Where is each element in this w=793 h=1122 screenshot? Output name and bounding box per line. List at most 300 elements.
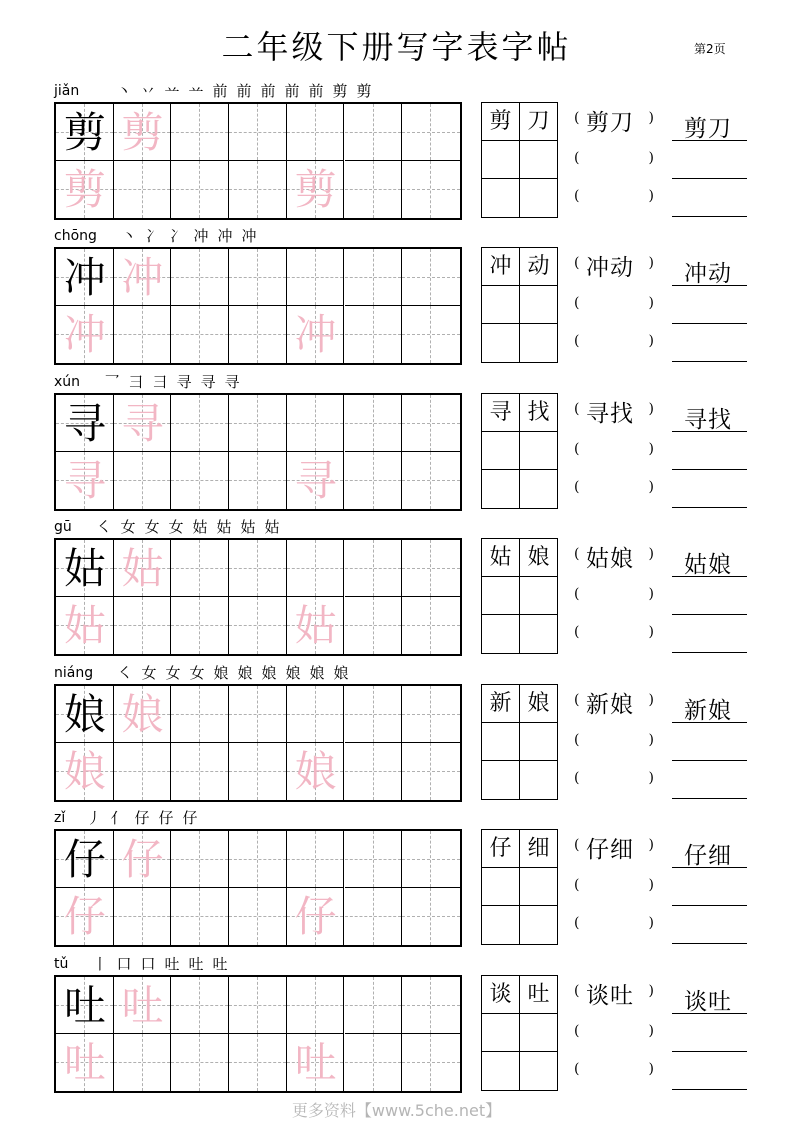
grid-cell[interactable] [287, 831, 345, 888]
grid-cell[interactable] [402, 977, 460, 1034]
grid-cell[interactable] [229, 888, 287, 945]
grid-cell[interactable] [402, 831, 460, 888]
word-grid-cell[interactable] [520, 1052, 557, 1090]
guide-line [373, 686, 374, 742]
grid-cell[interactable] [114, 306, 172, 363]
grid-cell[interactable] [287, 395, 345, 452]
right-bracket: ) [648, 110, 654, 126]
grid-cell[interactable] [56, 249, 114, 306]
word-grid-cell[interactable] [520, 1014, 557, 1052]
word-character[interactable]: 仔 [482, 830, 520, 868]
grid-cell[interactable] [402, 395, 460, 452]
word-character[interactable]: 动 [520, 248, 557, 286]
grid-cell[interactable] [229, 597, 287, 654]
fill-in-brackets[interactable] [574, 401, 654, 431]
guide-line [315, 249, 316, 305]
trace-character: 剪 [121, 108, 164, 157]
word-grid [481, 684, 558, 800]
grid-cell[interactable] [114, 1034, 172, 1091]
answer-line[interactable] [672, 1089, 747, 1090]
word-character[interactable]: 谈 [482, 976, 520, 1014]
left-bracket: ( [574, 837, 580, 853]
trace-character: 仔 [294, 892, 337, 941]
grid-cell[interactable] [56, 686, 114, 743]
word-grid-cell[interactable] [520, 432, 557, 470]
word-grid-cell[interactable] [482, 432, 520, 470]
grid-cell[interactable] [345, 161, 403, 218]
guide-line [373, 104, 374, 160]
guide-line [430, 395, 431, 451]
model-character: 吐 [63, 981, 106, 1030]
character-block [0, 664, 793, 810]
pinyin-label: zǐ [54, 810, 66, 826]
grid-cell[interactable] [229, 395, 287, 452]
stroke-step: 吐 [188, 955, 204, 973]
grid-cell[interactable] [287, 1034, 345, 1091]
guide-line [142, 161, 143, 218]
stroke-step: 丷 [140, 82, 156, 100]
character-block [0, 227, 793, 373]
stroke-step: 女 [168, 518, 184, 536]
guide-line [142, 306, 143, 363]
trace-character: 娘 [63, 747, 106, 796]
grid-cell[interactable] [402, 1034, 460, 1091]
left-bracket: ( [574, 188, 580, 204]
writing-grid [54, 684, 462, 802]
word-grid-cell[interactable] [482, 868, 520, 906]
stroke-step: 亻 [110, 809, 126, 827]
fill-in-brackets[interactable] [574, 837, 654, 867]
grid-cell[interactable] [114, 452, 172, 509]
fill-in-brackets[interactable] [574, 150, 654, 180]
answer-line[interactable] [672, 178, 747, 179]
answer-line[interactable] [672, 507, 747, 508]
stroke-step: 仔 [158, 809, 174, 827]
guide-line [430, 888, 431, 945]
trace-character: 寻 [294, 456, 337, 505]
grid-cell[interactable] [114, 104, 172, 161]
answer-line[interactable] [672, 431, 747, 432]
character-block [0, 955, 793, 1101]
grid-cell[interactable] [345, 686, 403, 743]
page-number: 第2页 [694, 42, 726, 56]
right-bracket: ) [648, 877, 654, 893]
grid-cell[interactable] [345, 395, 403, 452]
guide-line [430, 104, 431, 160]
answer-line[interactable] [672, 140, 747, 141]
answer-word: 仔细 [684, 843, 732, 869]
answer-line[interactable] [672, 867, 747, 868]
stroke-step: 女 [141, 664, 157, 682]
guide-line [257, 743, 258, 800]
answer-line[interactable] [672, 1013, 747, 1014]
grid-cell[interactable] [171, 249, 229, 306]
fill-in-brackets[interactable] [574, 1061, 654, 1091]
word-grid-cell[interactable] [482, 179, 520, 217]
word-grid [481, 247, 558, 363]
grid-cell[interactable] [402, 743, 460, 800]
trace-character: 仔 [121, 835, 164, 884]
guide-line [199, 540, 200, 596]
fill-in-brackets[interactable] [574, 1023, 654, 1053]
grid-cell[interactable] [56, 597, 114, 654]
stroke-step: 剪 [332, 82, 348, 100]
word-character[interactable]: 剪 [482, 103, 520, 141]
fill-in-brackets[interactable] [574, 479, 654, 509]
bracket-word: 剪刀 [586, 110, 634, 136]
fill-in-brackets[interactable] [574, 333, 654, 363]
grid-cell[interactable] [345, 540, 403, 597]
answer-line[interactable] [672, 285, 747, 286]
stroke-step: 姑 [264, 518, 280, 536]
stroke-step: 冲 [193, 227, 209, 245]
grid-cell[interactable] [229, 161, 287, 218]
grid-cell[interactable] [345, 743, 403, 800]
word-character[interactable]: 刀 [520, 103, 557, 141]
guide-line [257, 452, 258, 509]
word-grid-cell[interactable] [482, 1052, 520, 1090]
grid-cell[interactable] [345, 597, 403, 654]
word-grid-cell[interactable] [520, 141, 557, 179]
grid-cell[interactable] [402, 104, 460, 161]
grid-cell[interactable] [56, 831, 114, 888]
left-bracket: ( [574, 333, 580, 349]
grid-cell[interactable] [56, 104, 114, 161]
answer-word: 剪刀 [684, 116, 732, 142]
grid-cell[interactable] [287, 597, 345, 654]
right-bracket: ) [648, 150, 654, 166]
grid-cell[interactable] [56, 977, 114, 1034]
grid-cell[interactable] [114, 977, 172, 1034]
guide-line [257, 888, 258, 945]
word-grid-cell[interactable] [520, 906, 557, 944]
grid-cell[interactable] [229, 743, 287, 800]
grid-cell[interactable] [114, 831, 172, 888]
grid-cell[interactable] [287, 452, 345, 509]
guide-line [199, 161, 200, 218]
word-character[interactable]: 娘 [520, 539, 557, 577]
fill-in-brackets[interactable] [574, 692, 654, 722]
answer-word: 新娘 [684, 698, 732, 724]
word-grid-cell[interactable] [520, 615, 557, 653]
grid-cell[interactable] [402, 452, 460, 509]
guide-line [199, 686, 200, 742]
word-character[interactable]: 娘 [520, 685, 557, 723]
guide-line [142, 452, 143, 509]
fill-in-brackets[interactable] [574, 624, 654, 654]
grid-cell[interactable] [56, 395, 114, 452]
fill-in-brackets[interactable] [574, 441, 654, 471]
grid-cell[interactable] [171, 161, 229, 218]
grid-cell[interactable] [345, 306, 403, 363]
word-character[interactable]: 找 [520, 394, 557, 432]
guide-line [430, 1034, 431, 1091]
model-character: 剪 [63, 108, 106, 157]
stroke-step: 冲 [217, 227, 233, 245]
word-character[interactable]: 寻 [482, 394, 520, 432]
fill-in-brackets[interactable] [574, 586, 654, 616]
grid-cell[interactable] [114, 888, 172, 945]
right-bracket: ) [648, 624, 654, 640]
grid-cell[interactable] [229, 452, 287, 509]
guide-line [257, 686, 258, 742]
word-grid-cell[interactable] [482, 1014, 520, 1052]
fill-in-brackets[interactable] [574, 770, 654, 800]
grid-cell[interactable] [229, 104, 287, 161]
stroke-step: 仔 [182, 809, 198, 827]
stroke-step: 娘 [213, 664, 229, 682]
grid-cell[interactable] [171, 888, 229, 945]
grid-cell[interactable] [114, 395, 172, 452]
guide-line [373, 1034, 374, 1091]
answer-line[interactable] [672, 798, 747, 799]
bracket-word: 寻找 [586, 401, 634, 427]
guide-line [199, 597, 200, 654]
grid-cell[interactable] [229, 1034, 287, 1091]
fill-in-brackets[interactable] [574, 110, 654, 140]
grid-cell[interactable] [287, 888, 345, 945]
grid-cell[interactable] [287, 743, 345, 800]
grid-cell[interactable] [171, 977, 229, 1034]
stroke-order [82, 809, 202, 829]
right-bracket: ) [648, 401, 654, 417]
fill-in-brackets[interactable] [574, 255, 654, 285]
grid-cell[interactable] [114, 540, 172, 597]
grid-cell[interactable] [229, 977, 287, 1034]
answer-line[interactable] [672, 905, 747, 906]
stroke-step: 䒑 [164, 82, 180, 100]
guide-line [430, 686, 431, 742]
guide-line [373, 977, 374, 1033]
fill-in-brackets[interactable] [574, 877, 654, 907]
guide-line [142, 597, 143, 654]
grid-cell[interactable] [171, 597, 229, 654]
guide-line [199, 395, 200, 451]
stroke-step: 娘 [261, 664, 277, 682]
grid-cell[interactable] [56, 1034, 114, 1091]
word-grid-cell[interactable] [520, 868, 557, 906]
bracket-word: 冲动 [586, 255, 634, 281]
grid-cell[interactable] [171, 540, 229, 597]
answer-line[interactable] [672, 469, 747, 470]
grid-cell[interactable] [56, 452, 114, 509]
right-bracket: ) [648, 295, 654, 311]
grid-cell[interactable] [345, 831, 403, 888]
word-grid-cell[interactable] [482, 286, 520, 324]
grid-cell[interactable] [171, 831, 229, 888]
grid-cell[interactable] [114, 743, 172, 800]
grid-cell[interactable] [229, 249, 287, 306]
guide-line [373, 395, 374, 451]
stroke-order [117, 227, 261, 247]
grid-cell[interactable] [171, 743, 229, 800]
answer-line[interactable] [672, 216, 747, 217]
word-grid [481, 393, 558, 509]
page-title: 二年级下册写字表字帖 [221, 28, 572, 66]
word-grid-cell[interactable] [482, 906, 520, 944]
word-grid-cell[interactable] [482, 723, 520, 761]
fill-in-brackets[interactable] [574, 188, 654, 218]
fill-in-brackets[interactable] [574, 546, 654, 576]
word-grid-cell[interactable] [482, 141, 520, 179]
grid-cell[interactable] [402, 540, 460, 597]
guide-line [199, 452, 200, 509]
stroke-step: 前 [236, 82, 252, 100]
left-bracket: ( [574, 546, 580, 562]
grid-cell[interactable] [171, 306, 229, 363]
word-character[interactable]: 细 [520, 830, 557, 868]
left-bracket: ( [574, 586, 580, 602]
grid-cell[interactable] [402, 888, 460, 945]
answer-line[interactable] [672, 760, 747, 761]
left-bracket: ( [574, 915, 580, 931]
word-grid-cell[interactable] [520, 470, 557, 508]
right-bracket: ) [648, 732, 654, 748]
left-bracket: ( [574, 624, 580, 640]
word-grid-cell[interactable] [520, 761, 557, 799]
trace-character: 姑 [121, 544, 164, 593]
word-grid-cell[interactable] [482, 324, 520, 362]
grid-cell[interactable] [171, 395, 229, 452]
left-bracket: ( [574, 110, 580, 126]
stroke-step: 乛 [104, 373, 120, 391]
grid-cell[interactable] [114, 597, 172, 654]
grid-cell[interactable] [229, 540, 287, 597]
grid-cell[interactable] [287, 249, 345, 306]
model-character: 娘 [63, 690, 106, 739]
word-grid-cell[interactable] [520, 723, 557, 761]
grid-cell[interactable] [229, 686, 287, 743]
grid-cell[interactable] [345, 249, 403, 306]
right-bracket: ) [648, 333, 654, 349]
stroke-step: 前 [308, 82, 324, 100]
grid-cell[interactable] [402, 597, 460, 654]
fill-in-brackets[interactable] [574, 915, 654, 945]
grid-cell[interactable] [402, 686, 460, 743]
bracket-word: 姑娘 [586, 546, 634, 572]
fill-in-brackets[interactable] [574, 732, 654, 762]
stroke-step: 丨 [92, 955, 108, 973]
grid-cell[interactable] [345, 888, 403, 945]
guide-line [257, 597, 258, 654]
fill-in-brackets[interactable] [574, 983, 654, 1013]
grid-cell[interactable] [171, 1034, 229, 1091]
stroke-step: 姑 [192, 518, 208, 536]
stroke-step: 女 [189, 664, 205, 682]
grid-cell[interactable] [229, 306, 287, 363]
guide-line [315, 104, 316, 160]
pinyin-label: gū [54, 519, 72, 535]
grid-cell[interactable] [114, 686, 172, 743]
answer-line[interactable] [672, 323, 747, 324]
guide-line [199, 743, 200, 800]
word-grid-cell[interactable] [482, 615, 520, 653]
word-character[interactable]: 冲 [482, 248, 520, 286]
grid-cell[interactable] [114, 161, 172, 218]
grid-cell[interactable] [287, 306, 345, 363]
writing-grid [54, 102, 462, 220]
grid-cell[interactable] [229, 831, 287, 888]
fill-in-brackets[interactable] [574, 295, 654, 325]
guide-line [373, 161, 374, 218]
grid-cell[interactable] [287, 977, 345, 1034]
grid-cell[interactable] [56, 540, 114, 597]
stroke-step: 女 [144, 518, 160, 536]
answer-word: 谈吐 [684, 989, 732, 1015]
stroke-step: 娘 [285, 664, 301, 682]
stroke-step: 女 [165, 664, 181, 682]
stroke-step: 彐 [128, 373, 144, 391]
word-grid [481, 975, 558, 1091]
grid-cell[interactable] [56, 306, 114, 363]
model-character: 仔 [63, 835, 106, 884]
answer-line[interactable] [672, 652, 747, 653]
guide-line [430, 306, 431, 363]
grid-cell[interactable] [56, 161, 114, 218]
guide-line [373, 452, 374, 509]
word-grid-cell[interactable] [520, 324, 557, 362]
word-grid-cell[interactable] [482, 761, 520, 799]
word-character[interactable]: 姑 [482, 539, 520, 577]
answer-line[interactable] [672, 722, 747, 723]
grid-cell[interactable] [402, 249, 460, 306]
grid-cell[interactable] [345, 977, 403, 1034]
grid-cell[interactable] [402, 306, 460, 363]
word-character[interactable]: 新 [482, 685, 520, 723]
answer-line[interactable] [672, 361, 747, 362]
grid-cell[interactable] [56, 743, 114, 800]
grid-cell[interactable] [171, 104, 229, 161]
right-bracket: ) [648, 837, 654, 853]
guide-line [430, 161, 431, 218]
answer-line[interactable] [672, 576, 747, 577]
guide-line [199, 831, 200, 887]
stroke-order [92, 518, 284, 538]
grid-cell[interactable] [287, 686, 345, 743]
word-grid-cell[interactable] [520, 577, 557, 615]
word-grid-cell[interactable] [520, 179, 557, 217]
grid-cell[interactable] [345, 104, 403, 161]
grid-cell[interactable] [287, 161, 345, 218]
grid-cell[interactable] [287, 540, 345, 597]
answer-line[interactable] [672, 1051, 747, 1052]
stroke-step: 冫 [169, 227, 185, 245]
grid-cell[interactable] [171, 686, 229, 743]
word-grid-cell[interactable] [520, 286, 557, 324]
answer-line[interactable] [672, 943, 747, 944]
grid-cell[interactable] [114, 249, 172, 306]
right-bracket: ) [648, 255, 654, 271]
word-character[interactable]: 吐 [520, 976, 557, 1014]
grid-cell[interactable] [287, 104, 345, 161]
stroke-step: 吐 [212, 955, 228, 973]
stroke-step: 口 [116, 955, 132, 973]
grid-cell[interactable] [171, 452, 229, 509]
stroke-step: 吐 [164, 955, 180, 973]
grid-cell[interactable] [345, 1034, 403, 1091]
word-grid-cell[interactable] [482, 577, 520, 615]
guide-line [142, 743, 143, 800]
stroke-step: ㇛ [96, 518, 112, 536]
answer-line[interactable] [672, 614, 747, 615]
stroke-step: 前 [284, 82, 300, 100]
word-grid-cell[interactable] [482, 470, 520, 508]
grid-cell[interactable] [402, 161, 460, 218]
grid-cell[interactable] [345, 452, 403, 509]
trace-character: 姑 [294, 601, 337, 650]
right-bracket: ) [648, 983, 654, 999]
grid-cell[interactable] [56, 888, 114, 945]
